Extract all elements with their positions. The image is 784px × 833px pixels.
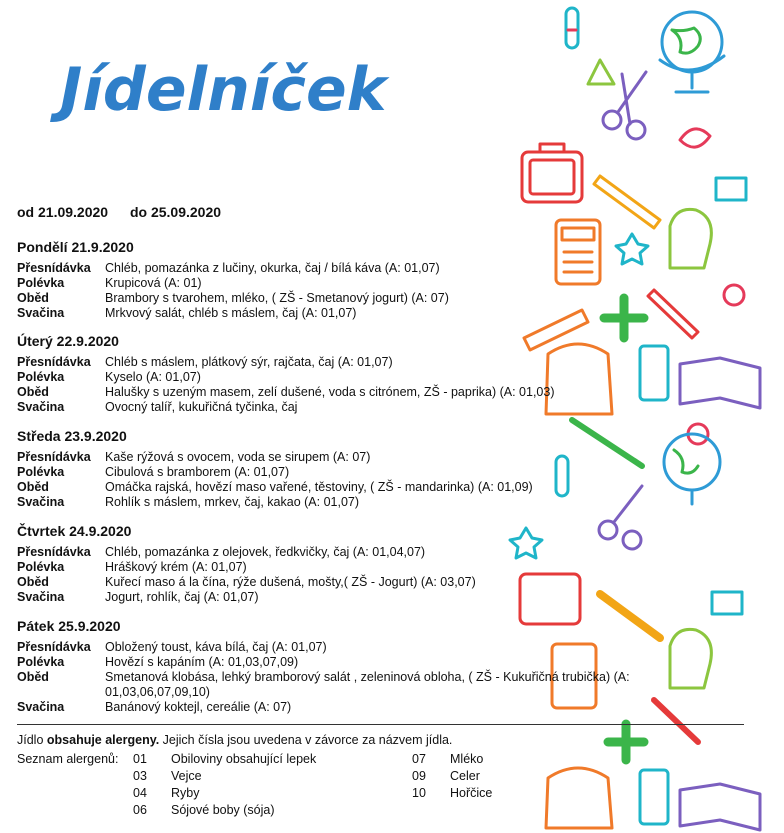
meal-text: Ovocný talíř, kukuřičná tyčinka, čaj: [105, 400, 298, 414]
allergen-code: 10: [412, 786, 426, 800]
meal-text: Jogurt, rohlík, čaj (A: 01,07): [105, 590, 259, 604]
flower-icon: [724, 285, 744, 305]
meal-text: Cibulová s bramborem (A: 01,07): [105, 465, 290, 479]
allergen-item: [412, 785, 532, 802]
meal-label: Oběd: [17, 575, 49, 589]
ribbon-icon: [680, 129, 710, 147]
allergen-item: [412, 768, 532, 785]
day-block-monday: [17, 239, 449, 321]
paintbrush-icon: [572, 420, 642, 466]
day-title: Úterý 22.9.2020: [17, 333, 119, 349]
day-block-tuesday: [17, 333, 555, 415]
allergy-note-post: Jejich čísla jsou uvedena v závorce za názvem jídla.: [159, 733, 453, 747]
scissors-icon-2: [599, 486, 642, 549]
divider: [17, 724, 744, 725]
meal-row: [17, 450, 371, 465]
allergen-list-col2: [412, 751, 532, 802]
meal-label: Svačina: [17, 495, 65, 509]
pencil-icon-2: [600, 594, 660, 638]
glue-bottle-icon: [640, 346, 668, 400]
backpack-icon-2: [670, 629, 711, 688]
meal-text: Smetanová klobása, lehký bramborový salát , zeleninová obloha, ( ZŠ - Kukuřičná trubička) (A:: [105, 670, 630, 684]
pencil-icon: [594, 176, 660, 228]
briefcase-icon: [522, 144, 582, 202]
day-title: Čtvrtek 24.9.2020: [17, 523, 132, 539]
meal-row: [17, 465, 290, 480]
test-tube-icon: [566, 8, 578, 48]
meal-text: Chléb, pomazánka z lučiny, okurka, čaj / bílá káva (A: 01,07): [105, 261, 440, 275]
pen-icon-2: [654, 700, 698, 742]
meal-label: Oběd: [17, 385, 49, 399]
calculator-icon: [556, 220, 600, 284]
meal-label: Polévka: [17, 465, 65, 479]
flower-icon-2: [688, 424, 708, 444]
meal-label: Přesnídávka: [17, 450, 91, 464]
week-range: [17, 204, 239, 220]
meal-label: Přesnídávka: [17, 640, 91, 654]
plus-icon: [604, 298, 644, 338]
meal-label: Přesnídávka: [17, 261, 91, 275]
meal-row: [17, 545, 426, 560]
meal-text: Obložený toust, káva bílá, čaj (A: 01,07): [105, 640, 327, 654]
allergen-list-label: Seznam alergenů:: [17, 752, 119, 766]
meal-label: Svačina: [17, 400, 65, 414]
allergen-code: 09: [412, 769, 426, 783]
meal-text: Chléb s máslem, plátkový sýr, rajčata, čaj (A: 01,07): [105, 355, 393, 369]
allergy-note-pre: Jídlo: [17, 733, 47, 747]
meal-text: Hráškový krém (A: 01,07): [105, 560, 247, 574]
meal-text: Halušky s uzeným masem, zelí dušené, voda s citrónem, ZŠ - paprika) (A: 01,03): [105, 385, 555, 399]
week-from: od 21.09.2020: [17, 204, 109, 220]
allergen-code: 03: [133, 769, 147, 783]
meal-text: Kyselo (A: 01,07): [105, 370, 201, 384]
meal-row: [17, 560, 247, 575]
allergen-code: 04: [133, 786, 147, 800]
meal-text: Mrkvový salát, chléb s máslem, čaj (A: 01,07): [105, 306, 357, 320]
allergen-name: Ryby: [171, 786, 200, 800]
meal-label: Polévka: [17, 655, 65, 669]
allergen-item: [133, 751, 383, 768]
globe-icon: [660, 12, 724, 92]
meal-row: [17, 385, 555, 400]
test-tube-icon-2: [556, 456, 568, 496]
meal-row: [17, 261, 440, 276]
meal-label: Svačina: [17, 590, 65, 604]
meal-text: Krupicová (A: 01): [105, 276, 202, 290]
meal-label: Přesnídávka: [17, 545, 91, 559]
allergen-list-col1: [133, 751, 383, 819]
pen-icon: [648, 290, 698, 338]
allergen-name: Celer: [450, 769, 480, 783]
meal-row: [17, 355, 393, 370]
day-title: Pátek 25.9.2020: [17, 618, 121, 634]
meal-row: [17, 700, 292, 715]
globe-icon-2: [664, 434, 720, 504]
allergen-code: 01: [133, 752, 147, 766]
meal-text: Rohlík s máslem, mrkev, čaj, kakao (A: 01,07): [105, 495, 360, 509]
flask-icon: [588, 60, 614, 84]
meal-row: [17, 640, 327, 655]
plus-icon-2: [608, 724, 644, 760]
allergy-note-bold: obsahuje alergeny.: [46, 733, 160, 747]
meal-row: [17, 575, 476, 590]
star-icon-2: [510, 528, 542, 558]
meal-text-continuation: 01,03,06,07,09,10): [105, 685, 210, 699]
meal-row: [17, 306, 357, 321]
meal-label: Oběd: [17, 291, 49, 305]
meal-text: Chléb, pomazánka z olejovek, ředkvičky, čaj (A: 01,04,07): [105, 545, 426, 559]
meal-label: Polévka: [17, 276, 65, 290]
allergen-name: Hořčice: [450, 786, 493, 800]
allergy-note: [17, 733, 452, 747]
day-title: Pondělí 21.9.2020: [17, 239, 134, 255]
meal-text: Omáčka rajská, hovězí maso vařené, těstoviny, ( ZŠ - mandarinka) (A: 01,09): [105, 480, 533, 494]
meal-label: Oběd: [17, 670, 49, 684]
meal-label: Přesnídávka: [17, 355, 91, 369]
meal-label: Polévka: [17, 370, 65, 384]
allergen-item: [133, 768, 383, 785]
allergen-name: Mléko: [450, 752, 484, 766]
page-title: Jídelníček: [60, 55, 387, 125]
meal-text: Banánový koktejl, cereálie (A: 07): [105, 700, 292, 714]
day-block-friday: [17, 618, 630, 715]
meal-row: [17, 670, 630, 700]
allergen-item: [412, 751, 532, 768]
meal-text: Hovězí s kapáním (A: 01,03,07,09): [105, 655, 299, 669]
star-icon: [616, 234, 648, 264]
school-bag-icon: [546, 344, 612, 414]
meal-text: Kuřecí maso á la čína, rýže dušená, mošty,( ZŠ - Jogurt) (A: 03,07): [105, 575, 476, 589]
day-title: Středa 23.9.2020: [17, 428, 127, 444]
meal-label: Oběd: [17, 480, 49, 494]
meal-label: Svačina: [17, 306, 65, 320]
notebook-icon-2: [712, 592, 742, 614]
scissors-icon: [603, 72, 646, 139]
meal-row: [17, 590, 259, 605]
allergen-name: Sójové boby (sója): [171, 803, 275, 817]
allergen-item: [133, 785, 383, 802]
notebook-icon: [716, 178, 746, 200]
day-block-wednesday: [17, 428, 533, 510]
glue-bottle-icon-2: [640, 770, 668, 824]
meal-text: Kaše rýžová s ovocem, voda se sirupem (A: 07): [105, 450, 371, 464]
ruler-icon: [524, 310, 588, 350]
meal-label: Polévka: [17, 560, 65, 574]
meal-row: [17, 480, 533, 495]
allergen-code: 07: [412, 752, 426, 766]
allergen-code: 06: [133, 803, 147, 817]
week-to: do 25.09.2020: [129, 204, 222, 220]
school-bag-icon-2: [546, 768, 612, 828]
allergen-name: Obiloviny obsahující lepek: [171, 752, 317, 766]
day-block-thursday: [17, 523, 476, 605]
meal-row: [17, 370, 201, 385]
allergen-item: [133, 802, 383, 819]
meal-row: [17, 291, 449, 306]
meal-row: [17, 495, 360, 510]
book-icon: [680, 358, 760, 408]
meal-label: Svačina: [17, 700, 65, 714]
meal-text: Brambory s tvarohem, mléko, ( ZŠ - Smetanový jogurt) (A: 07): [105, 291, 449, 305]
book-icon-2: [680, 784, 760, 830]
allergen-name: Vejce: [171, 769, 202, 783]
meal-row: [17, 276, 202, 291]
meal-row: [17, 400, 298, 415]
briefcase-icon-2: [520, 574, 580, 624]
backpack-icon: [670, 209, 711, 268]
meal-row: [17, 655, 299, 670]
